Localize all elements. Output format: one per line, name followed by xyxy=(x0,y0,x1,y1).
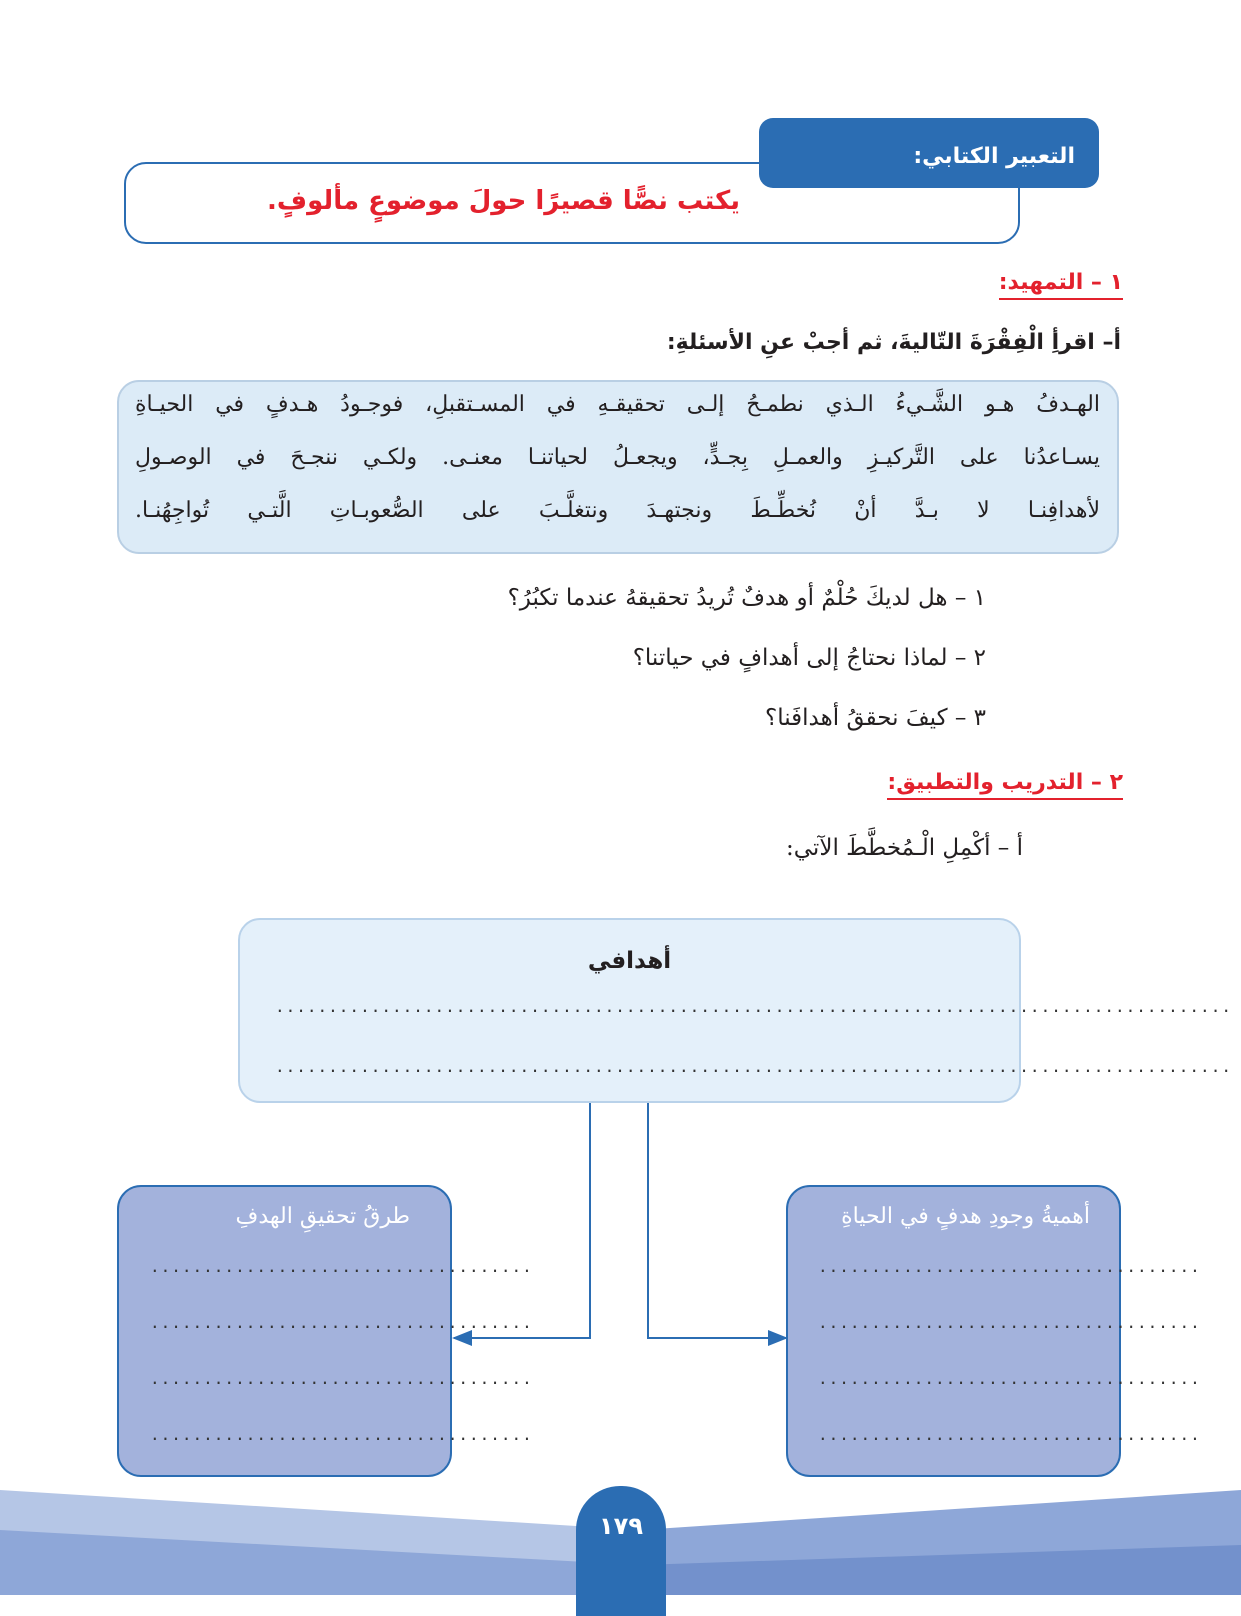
section-heading-intro: ١ – التمهيد: xyxy=(999,270,1123,300)
diagram-instruction: أ – أكْمِلِ الْـمُخطَّطَ الآتي: xyxy=(786,835,1023,861)
page-number: ١٧٩ xyxy=(576,1486,666,1616)
section-tab-writing xyxy=(759,118,1099,188)
reading-instruction: أ– اقرأِ الْفِقْرَةَ التّاليةَ، ثم أجبْ عنِ الأسئلةِ: xyxy=(666,330,1121,355)
section-tab-label: التعبير الكتابي: xyxy=(913,144,1075,169)
answer-line[interactable]: .................................... xyxy=(150,1257,533,1276)
answer-line[interactable]: .................................... xyxy=(818,1313,1201,1332)
answer-line[interactable]: .................................... xyxy=(818,1257,1201,1276)
question-item: ٣ – كيفَ نحققُ أهدافَنا؟ xyxy=(765,705,986,731)
methods-box-title: طرقُ تحقيقِ الهدفِ xyxy=(235,1204,410,1229)
question-item: ٢ – لماذا نحتاجُ إلى أهدافٍ في حياتنا؟ xyxy=(632,645,986,671)
answer-line[interactable]: .......................................................................................... xyxy=(275,1057,1232,1076)
answer-line[interactable]: .......................................................................................... xyxy=(275,997,1232,1016)
connector-left xyxy=(454,1103,590,1338)
answer-line[interactable]: .................................... xyxy=(818,1425,1201,1444)
section-heading-practice: ٢ – التدريب والتطبيق: xyxy=(887,770,1123,800)
answer-line[interactable]: .................................... xyxy=(818,1369,1201,1388)
question-item: ١ – هل لديكَ حُلْمٌ أو هدفٌ تُريدُ تحقيقهُ عندما تكبُرُ؟ xyxy=(507,585,986,611)
passage-line: الهـدفُ هـو الشَّـيءُ الـذي نطمـحُ إلـى تحقيقـهِ في المسـتقبلِ، فوجـودُ هـدفٍ في الحيـاةِ xyxy=(135,392,1100,417)
answer-line[interactable]: .................................... xyxy=(150,1425,533,1444)
connector-right xyxy=(648,1103,786,1338)
goals-box-title: أهدافي xyxy=(587,948,672,974)
answer-line[interactable]: .................................... xyxy=(150,1369,533,1388)
objective-text: يكتب نصًّا قصيرًا حولَ موضوعٍ مألوفٍ. xyxy=(267,186,740,216)
importance-box-title: أهميةُ وجودِ هدفٍ في الحياةِ xyxy=(841,1204,1090,1229)
passage-line: لأهدافِنـا لا بـدَّ أنْ نُخطِّـطَ ونجتهـدَ ونتغلَّـبَ على الصُّعوبـاتِ الَّتـي تُواجِهُنـا. xyxy=(135,498,1100,523)
passage-line: يسـاعدُنا على التَّركيـزِ والعمـلِ بِجـدٍّ، ويجعـلُ لحياتنـا معنـى. ولكـي ننجـحَ في الوصـولِ xyxy=(135,445,1100,470)
answer-line[interactable]: .................................... xyxy=(150,1313,533,1332)
